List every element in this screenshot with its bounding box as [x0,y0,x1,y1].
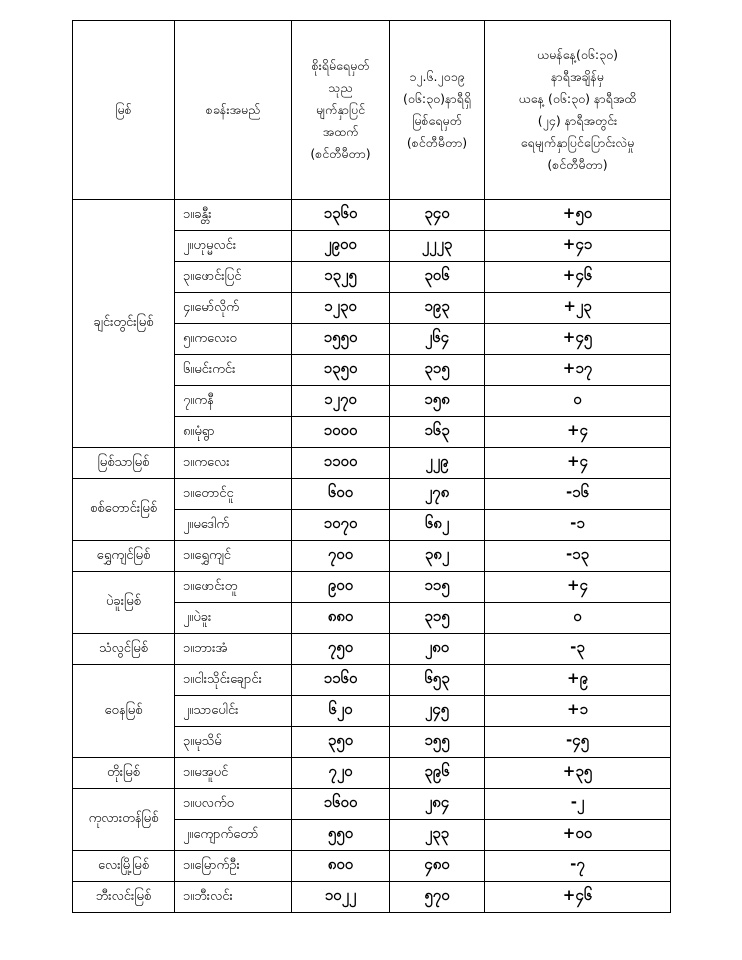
level-change-cell: -၂ [485,789,671,820]
station-name-cell: ၁။မအူပင် [175,758,292,789]
header-danger-line: (စင်တီမီတာ) [310,146,371,161]
level-change-cell: -၁၆ [485,479,671,510]
river-name-cell: သံလွင်မြစ် [73,634,175,665]
header-change-line: နာရီအချိန်မှ [551,69,604,84]
level-change-cell: -၁ [485,510,671,541]
level-change-cell: +၄၁ [485,231,671,262]
current-level-cell: ၂၃၃ [390,820,485,851]
danger-level-cell: ၈၀၀ [292,851,390,882]
station-name-cell: ၁။ဘီးလင်း [175,882,292,913]
header-station: စခန်းအမည် [175,21,292,200]
level-change-cell: -၄၅ [485,727,671,758]
current-level-cell: ၁၅၈ [390,386,485,417]
station-name-cell: ၇။ကနီ [175,386,292,417]
river-level-document [72,20,670,913]
level-change-cell: +၂၃ [485,293,671,324]
station-name-cell: ၁။ပလက်ဝ [175,789,292,820]
station-name-cell: ၄။မော်လိုက် [175,293,292,324]
station-name-cell: ၁။ရွှေကျင် [175,541,292,572]
level-change-cell: +၄၅ [485,324,671,355]
danger-level-cell: ၂၉၀၀ [292,231,390,262]
table-row [73,789,671,820]
level-change-cell: +၄ [485,572,671,603]
level-change-cell: +၉ [485,665,671,696]
river-level-table [72,20,671,913]
danger-level-cell: ၁၃၆၀ [292,200,390,231]
table-body [73,200,671,913]
river-name-cell: တိုးမြစ် [73,758,175,789]
station-name-cell: ၂။ပဲခူး [175,603,292,634]
current-level-cell: ၁၆၃ [390,417,485,448]
station-name-cell: ၂။မဒေါက် [175,510,292,541]
danger-level-cell: ၁၀၂၂ [292,882,390,913]
station-name-cell: ၃။ဖောင်းပြင် [175,262,292,293]
current-level-cell: ၅၇၀ [390,882,485,913]
current-level-cell: ၁၅၅ [390,727,485,758]
current-level-cell: ၂၈၀ [390,634,485,665]
header-current-line: မြစ်ရေမှတ် [412,113,462,128]
station-name-cell: ၁။ဖောင်းတူ [175,572,292,603]
current-level-cell: ၂၇၈ [390,479,485,510]
danger-level-cell: ၁၅၅၀ [292,324,390,355]
danger-level-cell: ၁၃၅၀ [292,355,390,386]
river-name-cell: ပဲခူးမြစ် [73,572,175,634]
station-name-cell: ၂။သာပေါင်း [175,696,292,727]
current-level-cell: ၂၈၄ [390,789,485,820]
level-change-cell: +၅၀ [485,200,671,231]
table-row [73,665,671,696]
table-row [73,541,671,572]
level-change-cell: -၇ [485,851,671,882]
current-level-cell: ၃၉၆ [390,758,485,789]
current-level-cell: ၄၈၀ [390,851,485,882]
station-name-cell: ၁။ကလေး [175,448,292,479]
danger-level-cell: ၉၀၀ [292,572,390,603]
station-name-cell: ၁။ငါးသိုင်းချောင်း [175,665,292,696]
level-change-cell: +၁၇ [485,355,671,386]
station-name-cell: ၁။ဘားအံ [175,634,292,665]
table-row [73,200,671,231]
danger-level-cell: ၆၀၀ [292,479,390,510]
current-level-cell: ၃၄၀ [390,200,485,231]
river-name-cell: ဝေနမြစ် [73,665,175,758]
header-change-line: ယနေ့ (၀၆:၃၀) နာရီအထိ [518,91,637,106]
danger-level-cell: ၁၀၇၀ [292,510,390,541]
current-level-cell: ၃၈၂ [390,541,485,572]
header-danger-line: သုည [328,80,353,95]
current-level-cell: ၁၁၅ [390,572,485,603]
station-name-cell: ၂။ဟုမ္မလင်း [175,231,292,262]
level-change-cell: +၄၆ [485,262,671,293]
station-name-cell: ၁။တောင်ငူ [175,479,292,510]
danger-level-cell: ၇၅၀ [292,634,390,665]
current-level-cell: ၃၁၅ [390,603,485,634]
river-name-cell: စစ်တောင်းမြစ် [73,479,175,541]
header-danger-line: မျက်နှာပြင် [315,102,366,117]
level-change-cell: +၄ [485,448,671,479]
table-row [73,634,671,665]
danger-level-cell: ၇၀၀ [292,541,390,572]
station-name-cell: ၂။ကျောက်တော် [175,820,292,851]
header-change-line: (၂၄) နာရီအတွင်း [537,113,618,128]
station-name-cell: ၈။မုံရွာ [175,417,292,448]
level-change-cell: -၃ [485,634,671,665]
station-name-cell: ၆။မင်းကင်း [175,355,292,386]
level-change-cell: +၁ [485,696,671,727]
current-level-cell: ၆၅၃ [390,665,485,696]
river-name-cell: ချင်းတွင်းမြစ် [73,200,175,448]
danger-level-cell: ၁၂၇၀ [292,386,390,417]
level-change-cell: ၀ [485,603,671,634]
header-change [485,21,671,200]
danger-level-cell: ၁၀၀၀ [292,417,390,448]
danger-level-cell: ၁၁၆၀ [292,665,390,696]
station-name-cell: ၃။မုသိမ် [175,727,292,758]
table-row [73,479,671,510]
danger-level-cell: ၇၂၀ [292,758,390,789]
header-current-level [390,21,485,200]
danger-level-cell: ၁၃၂၅ [292,262,390,293]
danger-level-cell: ၃၅၀ [292,727,390,758]
river-name-cell: ရွှေကျင်မြစ် [73,541,175,572]
danger-level-cell: ၁၆၀၀ [292,789,390,820]
header-river: မြစ် [73,21,175,200]
current-level-cell: ၃၁၅ [390,355,485,386]
river-name-cell: ကုလားတန်မြစ် [73,789,175,851]
station-name-cell: ၅။ကလေးဝ [175,324,292,355]
river-name-cell: လေးမြို့မြစ် [73,851,175,882]
current-level-cell: ၂၂၂၃ [390,231,485,262]
header-current-line: (စင်တီမီတာ) [406,135,468,150]
current-level-cell: ၂၆၄ [390,324,485,355]
header-danger-line: အထက် [322,124,359,139]
danger-level-cell: ၁၁၀၀ [292,448,390,479]
table-row [73,851,671,882]
current-level-cell: ၂၂၉ [390,448,485,479]
current-level-cell: ၁၉၃ [390,293,485,324]
header-change-line: ယမန်နေ့(၀၆:၃၀) [536,47,619,62]
level-change-cell: +၀၀ [485,820,671,851]
header-change-line: ရေမျက်နှာပြင်ပြောင်းလဲမှု [520,135,635,150]
river-name-cell: ဘီးလင်းမြစ် [73,882,175,913]
danger-level-cell: ၁၂၃၀ [292,293,390,324]
header-change-line: (စင်တီမီတာ) [547,157,608,172]
river-name-cell: မြစ်သာမြစ် [73,448,175,479]
current-level-cell: ၂၄၅ [390,696,485,727]
level-change-cell: -၁၃ [485,541,671,572]
level-change-cell: +၄ [485,417,671,448]
table-row [73,758,671,789]
danger-level-cell: ၈၈၀ [292,603,390,634]
table-row [73,448,671,479]
header-danger-line: စိုးရိမ်ရေမှတ် [311,58,370,73]
station-name-cell: ၁။ခန္တီး [175,200,292,231]
level-change-cell: ၀ [485,386,671,417]
current-level-cell: ၆၈၂ [390,510,485,541]
header-row [73,21,671,200]
danger-level-cell: ၅၅၀ [292,820,390,851]
level-change-cell: +၄၆ [485,882,671,913]
table-row [73,572,671,603]
station-name-cell: ၁။မြောက်ဦး [175,851,292,882]
header-danger-level [292,21,390,200]
header-current-line: (၀၆:၃၀)နာရီရှိ [402,91,472,106]
table-row [73,882,671,913]
danger-level-cell: ၆၂၀ [292,696,390,727]
current-level-cell: ၃၀၆ [390,262,485,293]
header-current-line: ၁၂.၆.၂၀၁၉ [409,69,465,84]
level-change-cell: +၃၅ [485,758,671,789]
